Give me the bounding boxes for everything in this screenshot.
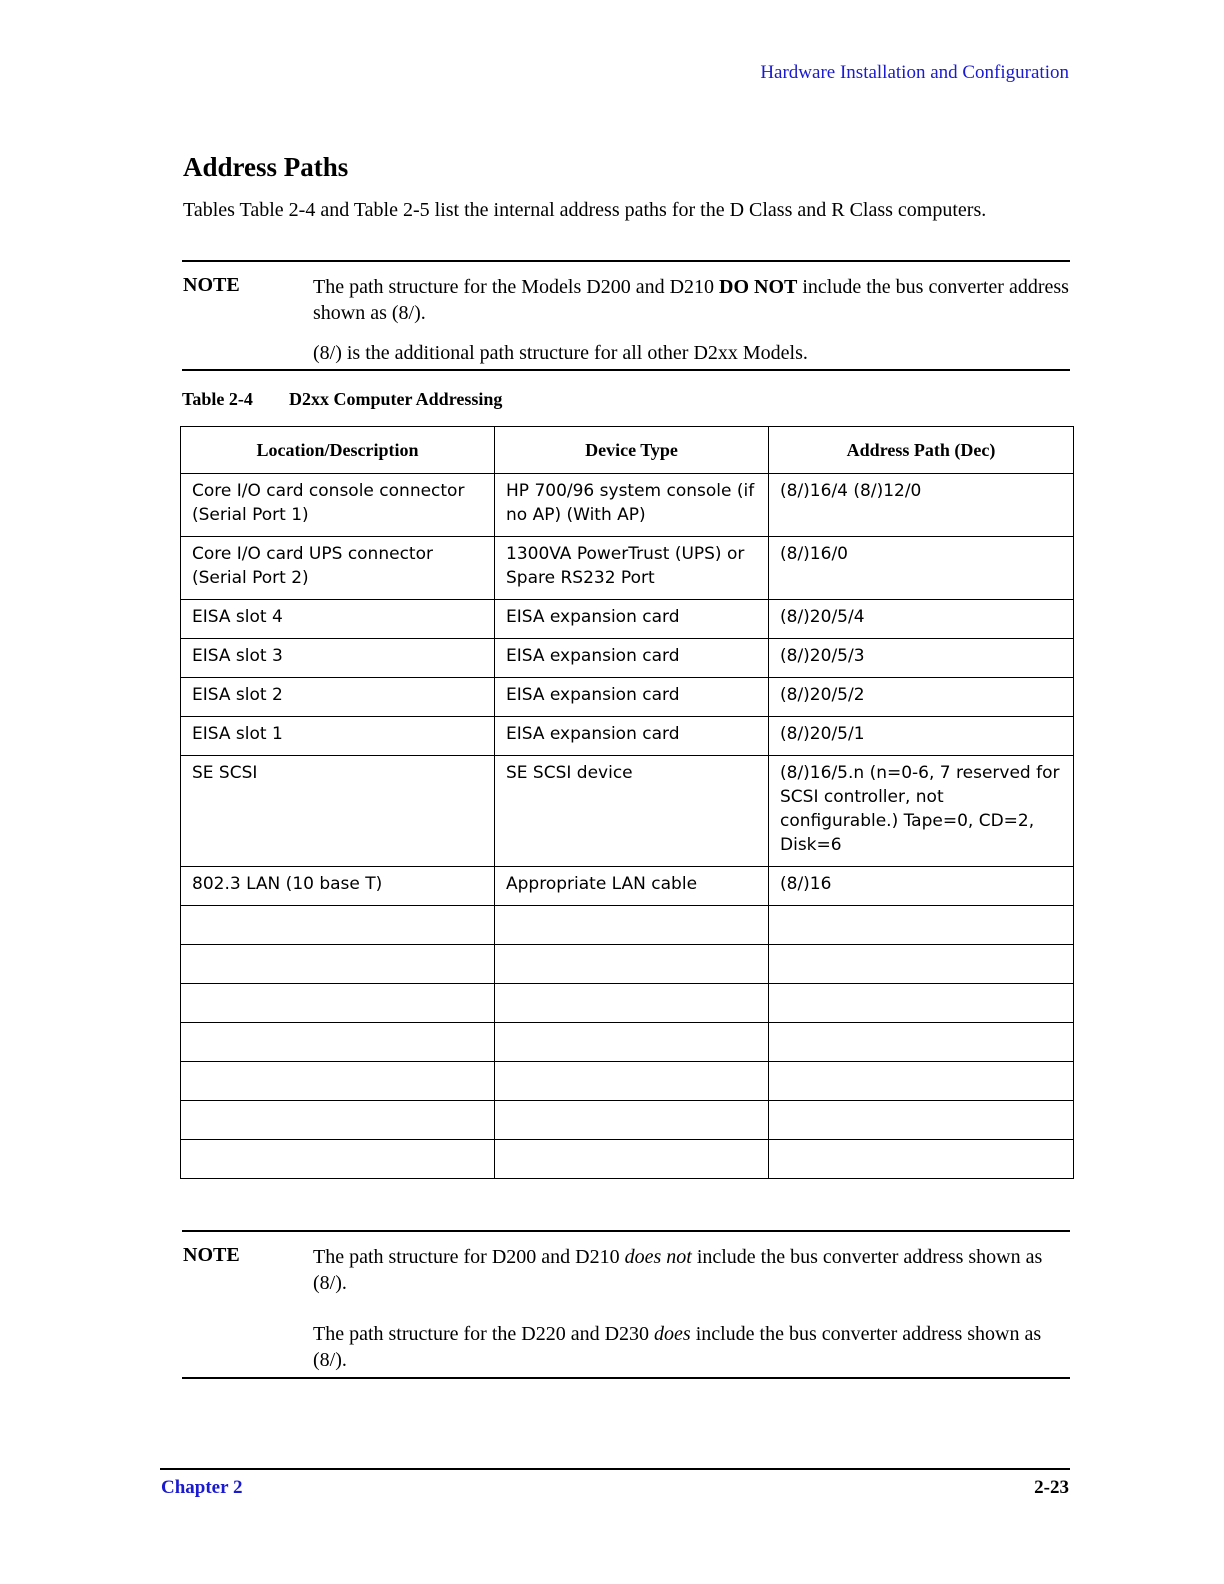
table-row [181, 867, 1074, 906]
empty-cell [769, 1101, 1074, 1140]
note-text: include the bus converter address shown as (8/). [313, 1246, 1043, 1294]
empty-cell [181, 1023, 495, 1062]
empty-cell [495, 945, 769, 984]
table-cell: 1300VA PowerTrust (UPS) or Spare RS232 Port [495, 537, 769, 600]
note-emphasis: DO NOT [719, 276, 798, 298]
table-cell: SE SCSI [181, 756, 495, 867]
empty-cell [769, 1140, 1074, 1179]
note-box-1 [182, 260, 1070, 371]
note-paragraph-2 [313, 1321, 1069, 1373]
footer-page-number: 2-23 [1034, 1477, 1069, 1498]
empty-table-row [181, 1101, 1074, 1140]
empty-cell [769, 1023, 1074, 1062]
empty-cell [181, 1101, 495, 1140]
empty-cell [495, 1140, 769, 1179]
note-paragraph-1 [313, 274, 1069, 326]
table-caption [182, 389, 502, 410]
note-text: The path structure for D200 and D210 [313, 1246, 625, 1268]
column-header: Address Path (Dec) [769, 427, 1074, 474]
empty-cell [769, 1062, 1074, 1101]
table-cell: EISA expansion card [495, 717, 769, 756]
footer-chapter: Chapter 2 [161, 1477, 243, 1498]
note-text: include the bus converter address shown as (8/). [313, 276, 1069, 324]
table-row [181, 717, 1074, 756]
empty-cell [181, 1140, 495, 1179]
table-cell: EISA slot 3 [181, 639, 495, 678]
column-header: Location/Description [181, 427, 495, 474]
table-title: D2xx Computer Addressing [289, 389, 503, 409]
empty-table-row [181, 906, 1074, 945]
table-cell: Core I/O card UPS connector (Serial Port 2) [181, 537, 495, 600]
table-cell: EISA slot 1 [181, 717, 495, 756]
table-cell: Appropriate LAN cable [495, 867, 769, 906]
empty-cell [495, 984, 769, 1023]
note-paragraph-1 [313, 1244, 1069, 1296]
running-header: Hardware Installation and Configuration [760, 62, 1069, 83]
addressing-table [180, 426, 1074, 1179]
table-cell: (8/)16/5.n (n=0-6, 7 reserved for SCSI controller, not configurable.) Tape=0, CD=2, Disk=6 [769, 756, 1074, 867]
table-cell: EISA expansion card [495, 678, 769, 717]
footer-rule [160, 1468, 1070, 1470]
table-cell: 802.3 LAN (10 base T) [181, 867, 495, 906]
section-title: Address Paths [183, 152, 349, 182]
empty-cell [181, 984, 495, 1023]
table-number: Table 2-4 [182, 389, 253, 409]
empty-cell [495, 1062, 769, 1101]
table-row [181, 678, 1074, 717]
note-text: The path structure for the Models D200 and D210 [313, 276, 720, 298]
table-row [181, 639, 1074, 678]
empty-cell [769, 906, 1074, 945]
table-cell: EISA slot 2 [181, 678, 495, 717]
table-cell: Core I/O card console connector (Serial Port 1) [181, 474, 495, 537]
note-label: NOTE [183, 1244, 240, 1266]
note-emphasis: does not [624, 1246, 692, 1268]
empty-cell [181, 945, 495, 984]
table-cell: (8/)20/5/2 [769, 678, 1074, 717]
table-cell: SE SCSI device [495, 756, 769, 867]
note-label: NOTE [183, 274, 240, 296]
empty-table-row [181, 984, 1074, 1023]
table-cell: (8/)20/5/3 [769, 639, 1074, 678]
empty-cell [495, 1023, 769, 1062]
empty-cell [181, 906, 495, 945]
empty-table-row [181, 945, 1074, 984]
empty-cell [181, 1062, 495, 1101]
note-paragraph-2: (8/) is the additional path structure for all other D2xx Models. [313, 342, 808, 364]
empty-cell [495, 1101, 769, 1140]
table-row [181, 474, 1074, 537]
table-cell: EISA slot 4 [181, 600, 495, 639]
table-cell: (8/)20/5/4 [769, 600, 1074, 639]
empty-cell [769, 984, 1074, 1023]
column-header: Device Type [495, 427, 769, 474]
table-row [181, 600, 1074, 639]
empty-cell [769, 945, 1074, 984]
table-row [181, 756, 1074, 867]
table-cell: (8/)16 [769, 867, 1074, 906]
note-box-2 [182, 1230, 1070, 1379]
empty-table-row [181, 1023, 1074, 1062]
table-cell: EISA expansion card [495, 600, 769, 639]
table-header-row [181, 427, 1074, 474]
note-text: include the bus converter address shown as (8/). [313, 1323, 1042, 1371]
empty-table-row [181, 1140, 1074, 1179]
intro-paragraph: Tables Table 2-4 and Table 2-5 list the internal address paths for the D Class and R Class computers. [183, 199, 987, 221]
empty-table-row [181, 1062, 1074, 1101]
table-cell: (8/)16/4 (8/)12/0 [769, 474, 1074, 537]
empty-cell [495, 906, 769, 945]
table-cell: EISA expansion card [495, 639, 769, 678]
table-cell: (8/)20/5/1 [769, 717, 1074, 756]
table-cell: (8/)16/0 [769, 537, 1074, 600]
note-text: The path structure for the D220 and D230 [313, 1323, 655, 1345]
table-row [181, 537, 1074, 600]
table-cell: HP 700/96 system console (if no AP) (With AP) [495, 474, 769, 537]
note-emphasis: does [654, 1323, 691, 1345]
